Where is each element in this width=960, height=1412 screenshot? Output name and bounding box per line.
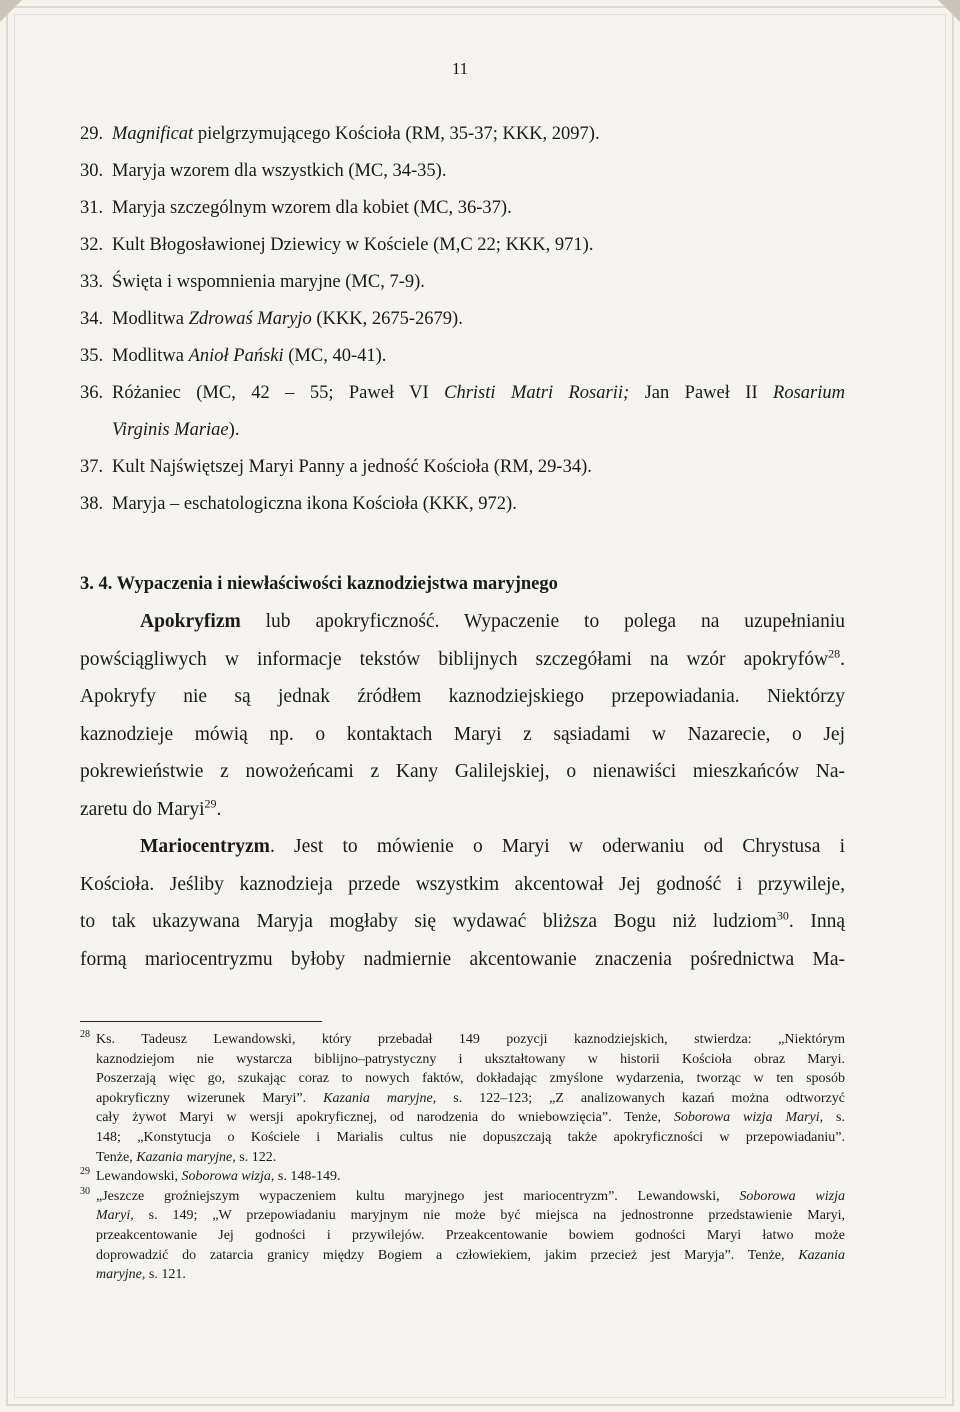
list-item (80, 153, 845, 190)
para-line: Mariocentryzm. Jest to mówienie o Maryi w oderwaniu od Chrystusa i (140, 836, 845, 857)
list-item-number: 34. (80, 309, 104, 329)
list-item-text: Święta i wspomnienia maryjne (MC, 7-9). (112, 272, 425, 292)
para-line: to tak ukazywana Maryja mogłaby się wydawać bliższa Bogu niż ludziom$^{30}$. Inną (80, 908, 845, 932)
footnote-line: Maryi, s. 149; „W przepowiadaniu maryjnym nie może być miejsca na jednostronne przedstawienie Maryi, (96, 1208, 845, 1224)
list-item (80, 190, 845, 227)
page-number: 11 (451, 59, 469, 78)
list-item-text: Modlitwa Zdrowaś Maryjo (KKK, 2675-2679). (112, 309, 463, 329)
list-item-text: Kult Błogosławionej Dziewicy w Kościele (M,C 22; KKK, 971). (112, 235, 594, 255)
footnote-mark: 28 (80, 1029, 90, 1040)
list-item (80, 375, 845, 412)
footnote-body (96, 1030, 845, 1167)
footnote-body (96, 1187, 845, 1285)
para-line: Apokryfy nie są jednak źródłem kaznodziejskiego przepowiadania. Niektórzy (80, 686, 845, 707)
corner-ornament-top-right (938, 0, 960, 22)
term-apokryfizm: Apokryfizm (140, 611, 241, 632)
para-line: pokrewieństwie z nowożeńcami z Kany Galilejskiej, o nienawiści mieszkańców Na- (80, 761, 845, 782)
paragraph-mariocentryzm (80, 828, 845, 978)
footnote-28 (80, 1030, 845, 1167)
section-heading: 3. 4. Wypaczenia i niewłaściwości kaznodziejstwa maryjnego (80, 574, 558, 594)
footnote-ref-28[interactable]: 28 (828, 646, 841, 660)
footnote-line: cały żywot Maryi w wersji apokryficznej, od narodzenia do wniebowzięcia”. Tenże, Soborowa wizja Maryi, s. (96, 1110, 846, 1126)
list-item-text: Modlitwa Anioł Pański (MC, 40-41). (112, 346, 387, 366)
list-item (80, 486, 845, 523)
footnote-line: przeakcentowanie Jej godności i przywilejów. Przeakcentowanie bowiem godności Maryi łatwo może (96, 1227, 845, 1243)
list-item-number: 29. (80, 124, 104, 144)
list-item-continuation: Virginis Mariae). (112, 420, 240, 440)
footnote-line: doprowadzić do zatarcia granicy między Bogiem a człowiekiem, jakim przecież jest Maryja”. Tenże, Kazania (96, 1247, 845, 1263)
footnote-line: kaznodziejom nie wystarcza biblijno–patrystyczny i ukształtowany w historii Kościoła obraz Maryi. (96, 1051, 845, 1067)
footnote-line: Ks. Tadeusz Lewandowski, który przebadał 149 pozycji kaznodziejskich, stwierdza: „Niektórym (96, 1032, 845, 1047)
footnote-29 (80, 1167, 845, 1187)
section-wypaczenia (80, 566, 845, 978)
list-item-text: Maryja wzorem dla wszystkich (MC, 34-35). (112, 161, 447, 181)
para-line: Apokryfizm lub apokryficzność. Wypaczenie to polega na uzupełnianiu (140, 611, 845, 632)
list-item-number: 30. (80, 161, 104, 181)
para-line: zaretu do Maryi$^{29}$. (80, 796, 222, 820)
para-line: powściągliwych w informacje tekstów biblijnych szczegółami na wzór apokryfów$^{28}$. (80, 646, 845, 670)
list-item-number: 38. (80, 494, 104, 514)
list-item (80, 264, 845, 301)
para-line: kaznodzieje mówią np. o kontaktach Maryi z sąsiadami w Nazarecie, o Jej (80, 723, 845, 745)
list-item-number: 36. (80, 383, 104, 403)
list-item (80, 449, 845, 486)
footnote-separator (80, 1021, 322, 1022)
list-item-number: 33. (80, 272, 104, 292)
term-mariocentryzm: Mariocentryzm (140, 836, 270, 857)
footnote-mark: 30 (80, 1185, 90, 1197)
footnote-mark: 29 (80, 1166, 90, 1178)
para-line: Kościoła. Jeśliby kaznodzieja przede wszystkim akcentował Jej godność i przywileje, (80, 873, 845, 895)
footnote-line: Tenże, Kazania maryjne, s. 122. (96, 1149, 277, 1165)
footnote-line: 148; „Konstytucja o Kościele i Marialis cultus nie dopuszczają także apokryficzności w przepowiadaniu”. (96, 1129, 845, 1145)
list-item-number: 32. (80, 235, 104, 255)
footnote-body (96, 1167, 845, 1187)
list-item-text: Maryja szczególnym wzorem dla kobiet (MC, 36-37). (112, 198, 512, 218)
outline-list (80, 116, 845, 523)
footnote-30 (80, 1187, 845, 1285)
list-item-number: 31. (80, 198, 104, 218)
list-item-text: Maryja – eschatologiczna ikona Kościoła (KKK, 972). (112, 494, 517, 514)
footnotes (80, 1030, 845, 1285)
list-item (80, 338, 845, 375)
footnote-ref-29[interactable]: 29 (204, 796, 217, 810)
para-line: formą mariocentryzmu byłoby nadmiernie akcentowanie znaczenia pośrednictwa Ma- (80, 948, 845, 970)
list-item (80, 227, 845, 264)
corner-ornament-top-left (0, 0, 22, 22)
footnote-line: Lewandowski, Soborowa wizja, s. 148-149. (96, 1169, 341, 1185)
list-item (80, 301, 845, 338)
list-item-text: Kult Najświętszej Maryi Panny a jedność Kościoła (RM, 29-34). (112, 457, 592, 477)
footnote-line: Poszerzają więc go, szukając coraz to nowych faktów, dokładając zmyślone wydarzenia, tworząc w ten sposób (96, 1071, 845, 1087)
footnote-line: apokryficzny wizerunek Maryi”. Kazania maryjne, s. 122–123; „Z analizowanych kazań można odtworzyć (96, 1090, 845, 1106)
list-item-text: Różaniec (MC, 42 – 55; Paweł VI Christi Matri Rosarii; Jan Paweł II Rosarium (112, 383, 845, 403)
list-item-number: 37. (80, 457, 104, 477)
footnote-line: maryjne, s. 121. (96, 1267, 186, 1283)
footnote-ref-30[interactable]: 30 (776, 908, 789, 923)
list-item (80, 116, 845, 153)
footnote-line: „Jeszcze groźniejszym wypaczeniem kultu maryjnego jest mariocentryzm”. Lewandowski, Soborowa wizja (96, 1188, 846, 1204)
paragraph-apokryfizm (80, 603, 845, 828)
list-item-text: Magnificat pielgrzymującego Kościoła (RM, 35-37; KKK, 2097). (112, 124, 600, 144)
list-item-number: 35. (80, 346, 104, 366)
